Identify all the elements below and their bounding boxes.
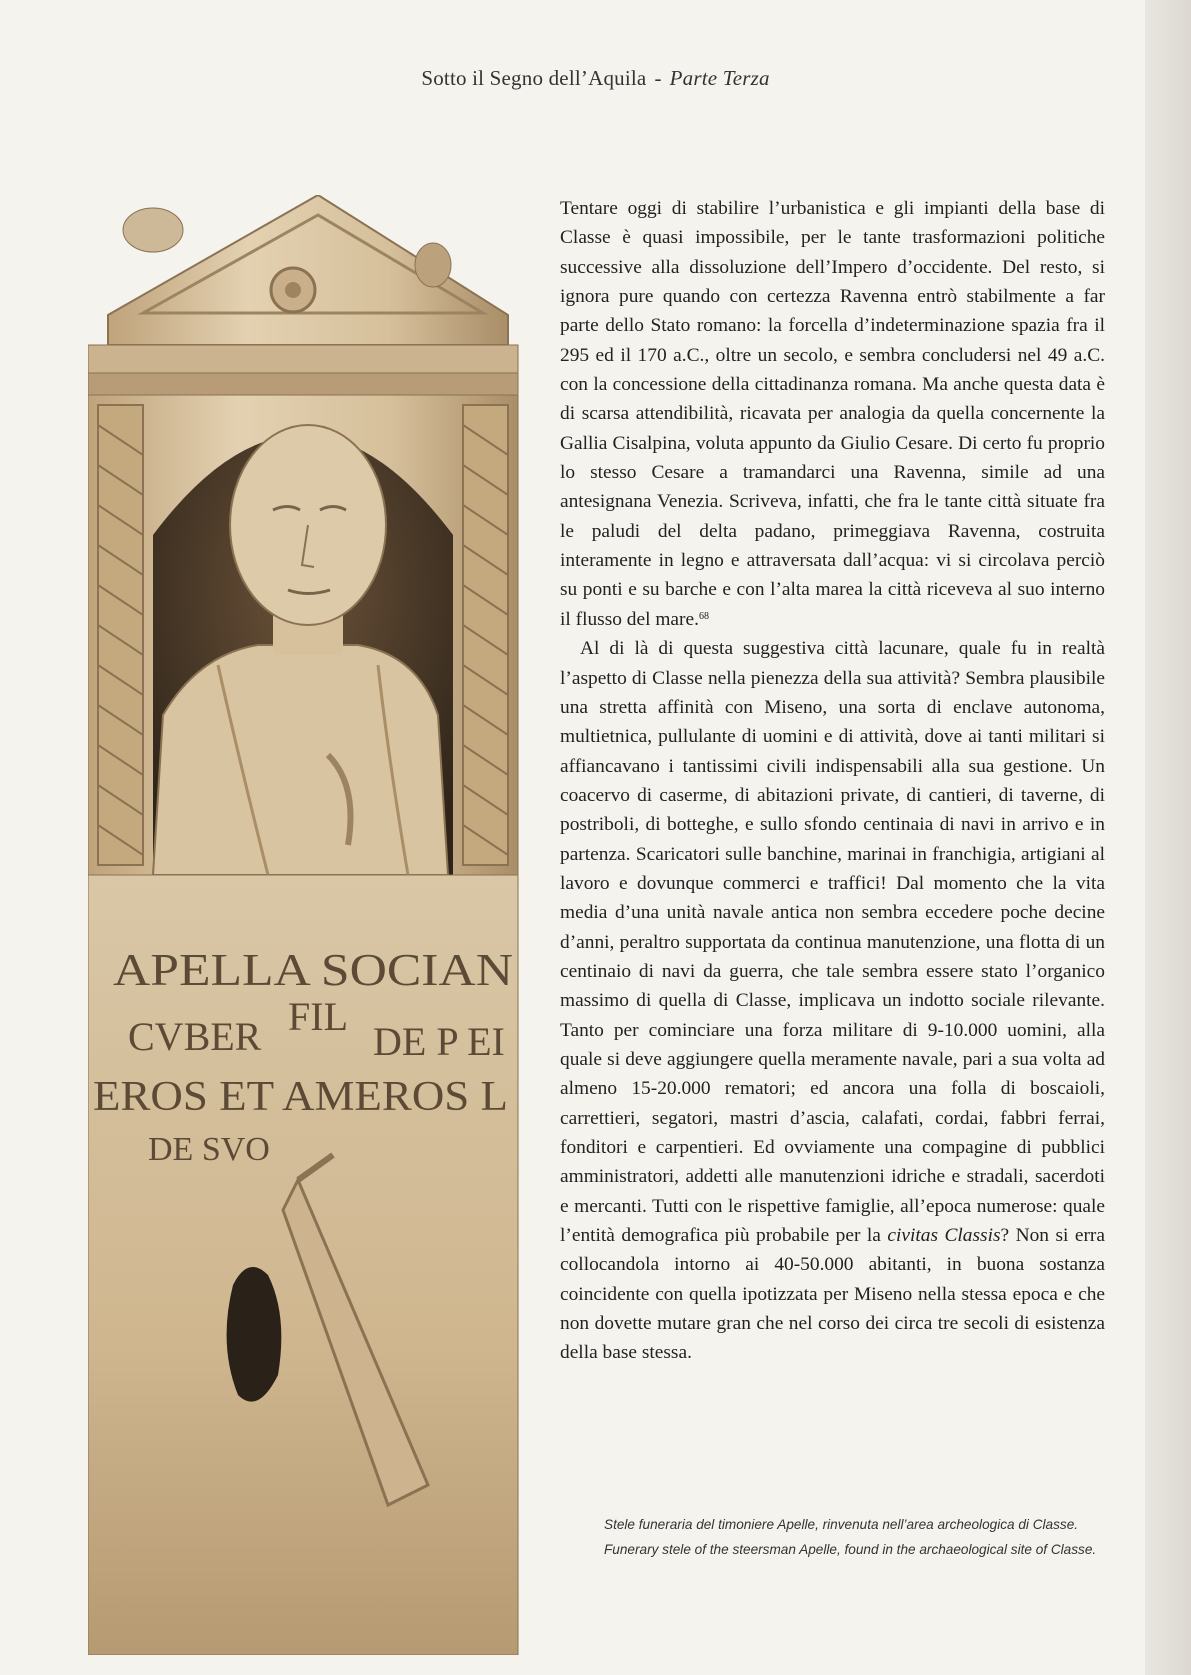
book-title: Sotto il Segno dell’Aquila	[421, 66, 647, 90]
paragraph-2-italic: civitas Classis	[887, 1225, 1001, 1247]
running-header	[0, 66, 1191, 91]
header-separator: -	[654, 66, 662, 90]
caption-italian: Stele funeraria del timoniere Apelle, rinvenuta nell’area archeologica di Classe.	[604, 1517, 1079, 1532]
figure-caption	[604, 1516, 1104, 1566]
paragraph-1	[560, 194, 1105, 634]
footnote-ref[interactable]: 68	[698, 610, 709, 622]
paragraph-2-tail: ? Non si erra collocandola intorno ai 40-50.000 abitanti, in buona sostanza coincidente con quella ipotizzata per Miseno nella stessa epoca e che non dovette mutare gran che nel corso dei circa tre secoli di esistenza della base stessa.	[560, 1225, 1105, 1364]
inscription-line-2a: CVBER	[128, 1014, 262, 1059]
part-title: Parte Terza	[669, 66, 770, 90]
inscription-line-3: EROS ET AMEROS L	[93, 1074, 508, 1120]
inscription-line-1: APELLA SOCIAN	[113, 944, 513, 995]
inscription-line-2b: FIL	[288, 994, 348, 1039]
paragraph-2	[560, 634, 1105, 1368]
main-text	[560, 194, 1105, 1454]
inscription-line-4: DE SVO	[148, 1131, 270, 1168]
page-gutter-shadow	[1145, 0, 1191, 1675]
caption-english: Funerary stele of the steersman Apelle, found in the archaeological site of Classe.	[604, 1542, 1097, 1557]
stele-photo	[88, 195, 548, 1655]
inscription-line-2c: DE P EI	[373, 1019, 505, 1064]
left-column	[98, 405, 143, 865]
right-column	[463, 405, 508, 865]
stone-damage	[227, 1267, 282, 1402]
paragraph-1-text: Tentare oggi di stabilire l’urbanistica e gli impianti della base di Classe è quasi impossibile, per le tante trasformazioni politiche successive alla dissoluzione dell’Impero d’occidente. Del resto, si ignora pure quando con certezza Ravenna entrò stabilmente a far parte dello Stato romano: la forcella d’indeterminazione spazia fra il 295 ed il 170 a.C., oltre un secolo, e sembra concludersi nel 49 a.C. con la concessione della cittadinanza romana. Ma anche questa data è di scarsa attendibilità, ricavata per analogia da quella concernente la Gallia Cisalpina, voluta appunto da Giulio Cesare. Di certo fu proprio lo stesso Cesare a tramandarci una Ravenna, simile ad una antesignana Venezia. Scriveva, infatti, che fra le tante città situate fra le paludi del delta padano, primeggiava Ravenna, costruita interamente in legno e attraversata dall’acqua: vi si circolava perciò su ponti e su barche e con l’alta marea la città riceveva al suo interno il flusso del mare.	[560, 198, 1105, 630]
stele-illustration	[88, 195, 548, 1655]
paragraph-2-text: Al di là di questa suggestiva città lacunare, quale fu in realtà l’aspetto di Classe nella pienezza della sua attività? Sembra plausibile una stretta affinità con Miseno, una sorta di enclave autonoma, multietnica, pullulante di uomini e di attività, dove ai tanti militari si affiancavano i tantissimi civili indispensabili alla sua gestione. Un coacervo di caserme, di abitazioni private, di cantieri, di taverne, di postriboli, di botteghe, e sullo sfondo centinaia di navi in arrivo e in partenza. Scaricatori sulle banchine, marinai in franchigia, artigiani al lavoro e dovunque commerci e traffici! Dal momento che la vita media d’una unità navale antica non sembra eccedere poche decine d’anni, peraltro supportata da continua manutenzione, una flotta di un centinaio di navi da guerra, che tale sembra essere stato l’organico massimo di quella di Classe, implicava un indotto sociale rilevante. Tanto per cominciare una forza militare di 9-10.000 uomini, alla quale si deve aggiungere quella meramente navale, pari a sua volta ad almeno 15-20.000 rematori; ed ancora una folla di boscaioli, carrettieri, segatori, mastri d’ascia, calafati, cordai, fabbri ferrai, fonditori e carpentieri. Ed ovviamente una compagine di pubblici amministratori, addetti alle manutenzioni idriche e stradali, sacerdoti e mercanti. Tutti con le rispettive famiglie, all’epoca numerose: quale l’entità demografica più probabile per la	[560, 638, 1105, 1247]
